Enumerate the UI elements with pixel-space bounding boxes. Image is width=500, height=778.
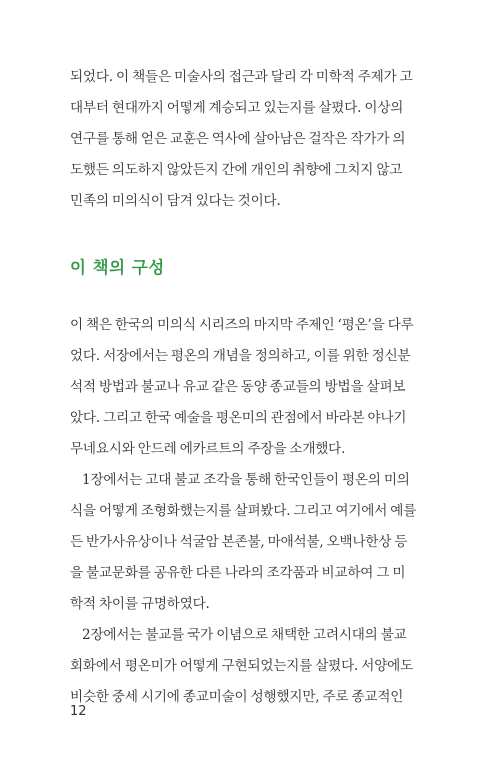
text-line: 식을 어떻게 조형화했는지를 살펴봤다. 그리고 여기에서 예를 xyxy=(70,503,417,519)
page-number: 12 xyxy=(70,704,87,719)
intro-paragraph xyxy=(70,62,426,217)
section-heading: 이 책의 구성 xyxy=(70,258,165,277)
text-line: 이 책은 한국의 미의식 시리즈의 마지막 주제인 ‘평온’을 다루 xyxy=(70,317,414,333)
text-line: 대부터 현대까지 어떻게 계승되고 있는지를 살폈다. 이상의 xyxy=(70,100,404,116)
text-line: 도했든 의도하지 않았든지 간에 개인의 취향에 그치지 않고 xyxy=(70,162,403,178)
text-line: 을 불교문화를 공유한 다른 나라의 조각품과 비교하여 그 미 xyxy=(70,565,406,581)
text-line: 학적 차이를 규명하였다. xyxy=(70,596,210,612)
body-paragraph xyxy=(70,310,426,465)
body-paragraph xyxy=(70,620,426,713)
text-line: 었다. 서장에서는 평온의 개념을 정의하고, 이를 위한 정신분 xyxy=(70,348,411,364)
text-line: 비슷한 중세 시기에 종교미술이 성행했지만, 주로 종교적인 xyxy=(70,689,404,705)
body-paragraph xyxy=(70,465,426,620)
text-line: 석적 방법과 불교나 유교 같은 동양 종교들의 방법을 살펴보 xyxy=(70,379,406,395)
text-line: 민족의 미의식이 담겨 있다는 것이다. xyxy=(70,193,281,209)
text-line: 되었다. 이 책들은 미술사의 접근과 달리 각 미학적 주제가 고 xyxy=(70,69,413,85)
text-line: 연구를 통해 얻은 교훈은 역사에 살아남은 걸작은 작가가 의 xyxy=(70,131,406,147)
text-line: 2장에서는 불교를 국가 이념으로 채택한 고려시대의 불교 xyxy=(82,627,407,643)
text-line: 든 반가사유상이나 석굴암 본존불, 마애석불, 오백나한상 등 xyxy=(70,534,408,550)
text-line: 회화에서 평온미가 어떻게 구현되었는지를 살폈다. 서양에도 xyxy=(70,658,414,674)
text-line: 1장에서는 고대 불교 조각을 통해 한국인들이 평온의 미의 xyxy=(82,472,410,488)
text-line: 았다. 그리고 한국 예술을 평온미의 관점에서 바라본 야나기 xyxy=(70,410,407,426)
text-line: 무네요시와 안드레 에카르트의 주장을 소개했다. xyxy=(70,441,346,457)
